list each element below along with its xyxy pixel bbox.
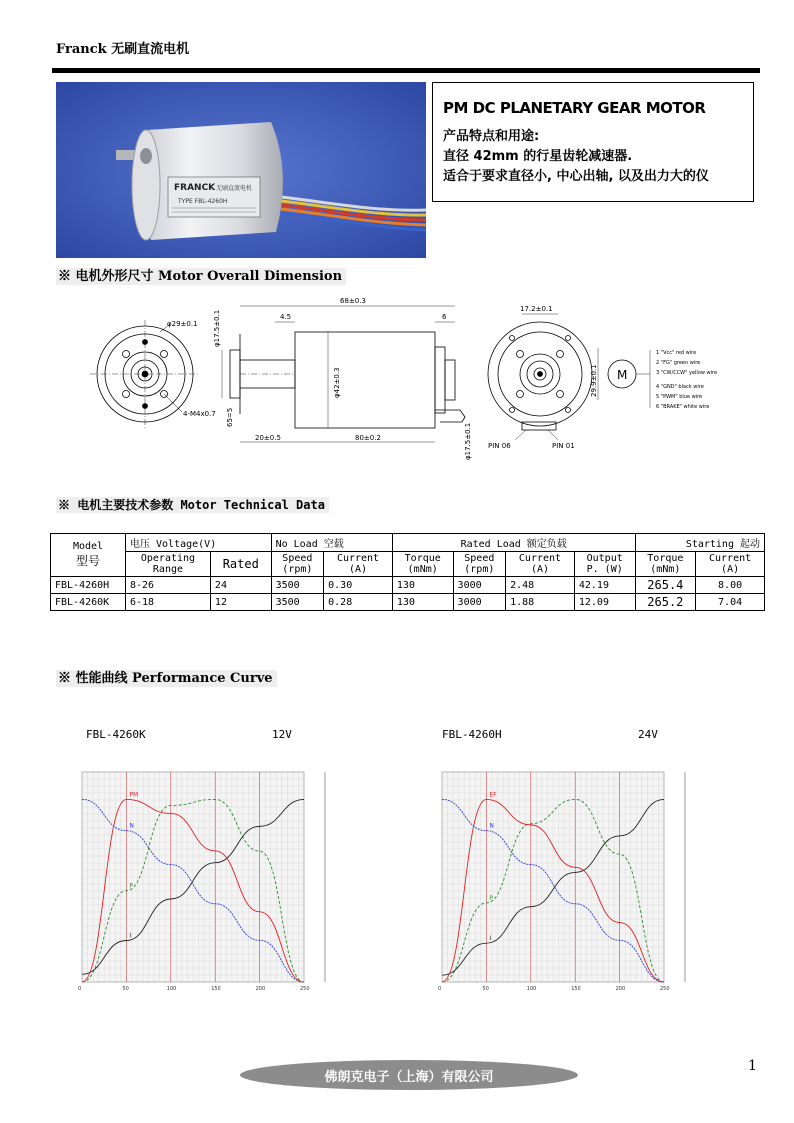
th-nl-speed: Speed (rpm): [271, 552, 324, 577]
dim-phi29: φ29±0.1: [167, 320, 198, 328]
dim-68: 68±0.3: [340, 297, 366, 305]
x-tick-label: 150: [571, 986, 581, 992]
product-line-3: 适合于要求直径小, 中心出轴, 以及出力大的仪: [443, 169, 709, 184]
wire-4: 4 "GND" black wire: [656, 384, 704, 390]
cell: 6-18: [126, 594, 211, 611]
motor-symbol-m: M: [617, 368, 628, 382]
th-noload: No Load 空载: [271, 534, 392, 552]
product-line-1: 产品特点和用途:: [443, 129, 540, 144]
x-tick-label: 50: [122, 986, 129, 992]
cell: 3000: [453, 577, 506, 594]
th-torque: Torque (mNm): [392, 552, 453, 577]
x-tick-label: 0: [78, 986, 82, 992]
dim-17.2: 17.2±0.1: [520, 305, 553, 313]
performance-chart-right: [424, 760, 734, 998]
cell: 8.00: [696, 577, 765, 594]
right-axis: [324, 772, 326, 982]
dim-m4: 4-M4x0.7: [183, 410, 216, 418]
right-curve-model: FBL-4260H: [442, 728, 502, 741]
wire-5: 5 "PWM" blue wire: [656, 394, 703, 400]
cell: 12.09: [574, 594, 635, 611]
series-label-pm: PM: [129, 791, 139, 799]
performance-chart-left: [64, 760, 374, 998]
section-dimension-title: ※ 电机外形尺寸 Motor Overall Dimension: [56, 268, 346, 285]
wire-6: 6 "BRAKE" white wire: [656, 404, 710, 410]
x-tick-label: 200: [255, 986, 266, 992]
page-number: 1: [748, 1058, 757, 1074]
footer-company-banner: 佛朗克电子（上海）有限公司: [240, 1060, 578, 1090]
cell: 0.30: [324, 577, 393, 594]
th-st-current: Current (A): [696, 552, 765, 577]
label-pin06: PIN 06: [488, 442, 511, 450]
table-row: [51, 594, 765, 611]
header-rule: [52, 68, 760, 73]
th-rated: Rated: [210, 552, 271, 577]
dim-65: 65=5: [226, 407, 234, 427]
dim-phi42: φ42±0.3: [333, 367, 341, 398]
left-curve-voltage: 12V: [272, 728, 292, 741]
th-st-torque: Torque (mNm): [635, 552, 696, 577]
x-tick-label: 250: [300, 986, 310, 992]
product-title: PM DC PLANETARY GEAR MOTOR: [443, 99, 706, 117]
label-pin01: PIN 01: [552, 442, 575, 450]
cell: 12: [210, 594, 271, 611]
cell: 0.28: [324, 594, 393, 611]
side-view: [222, 306, 465, 442]
th-model: [51, 534, 126, 577]
series-label-p: P: [489, 894, 494, 902]
wire-3: 3 "CW/CCW" yellow wire: [656, 370, 718, 376]
table-header-row-2: [51, 552, 765, 577]
cell: 2.48: [506, 577, 575, 594]
photo-label-cn: 无刷直流电机: [216, 185, 253, 192]
x-tick-label: 100: [526, 986, 537, 992]
cell: 42.19: [574, 577, 635, 594]
table-header-row-1: [51, 534, 765, 552]
cell: 7.04: [696, 594, 765, 611]
th-nl-current: Current (A): [324, 552, 393, 577]
left-curve-model: FBL-4260K: [86, 728, 146, 741]
section-curve-title: ※ 性能曲线 Performance Curve: [56, 670, 277, 687]
motor-photo-image: [56, 82, 426, 258]
cell: FBL-4260H: [51, 577, 126, 594]
dim-4.5: 4.5: [280, 313, 292, 321]
dim-29.9: 29.9±0.1: [590, 364, 598, 397]
th-rated-load: Rated Load 额定负载: [392, 534, 635, 552]
th-model-cn: 型号: [75, 554, 100, 568]
wire-2: 2 "FG" green wire: [656, 360, 701, 366]
x-tick-label: 50: [482, 986, 489, 992]
cell: 130: [392, 594, 453, 611]
series-label-ef: EF: [489, 791, 497, 799]
cell: 3500: [271, 594, 324, 611]
cell: FBL-4260K: [51, 594, 126, 611]
dim-6: 6: [442, 313, 447, 321]
photo-brand: FRANCK: [174, 183, 216, 193]
dim-phi17-right: φ17.5±0.1: [464, 422, 472, 460]
rear-view: [488, 314, 598, 440]
x-tick-label: 150: [211, 986, 221, 992]
x-tick-label: 100: [166, 986, 177, 992]
x-tick-label: 250: [660, 986, 670, 992]
right-axis: [684, 772, 686, 982]
series-label-n: N: [489, 822, 494, 830]
series-label-p: P: [129, 882, 134, 890]
th-operating-range: Operating Range: [126, 552, 211, 577]
cell: 24: [210, 577, 271, 594]
th-rl-speed: Speed (rpm): [453, 552, 506, 577]
th-starting: Starting 起动: [635, 534, 764, 552]
dim-80: 80±0.2: [355, 434, 381, 442]
x-tick-label: 200: [615, 986, 626, 992]
motor-photo: [56, 82, 426, 258]
series-label-i: I: [489, 935, 492, 943]
th-output: Output P. (W): [574, 552, 635, 577]
document-header: Franck 无刷直流电机: [56, 42, 190, 57]
wire-1: 1 "Vcc" red wire: [656, 350, 697, 356]
dimension-drawing: [90, 292, 730, 462]
wiring-symbol: [608, 350, 650, 408]
dim-phi17-left: φ17.5±0.1: [213, 309, 221, 347]
cell: 3500: [271, 577, 324, 594]
table-row: [51, 577, 765, 594]
technical-data-table: [50, 533, 765, 611]
dim-20: 20±0.5: [255, 434, 281, 442]
cell: 265.2: [635, 594, 696, 611]
cell: 8-26: [126, 577, 211, 594]
product-info-box: [432, 82, 754, 202]
series-label-i: I: [129, 932, 132, 940]
th-rl-current: Current (A): [506, 552, 575, 577]
section-technical-title: ※ 电机主要技术参数 Motor Technical Data: [56, 497, 329, 513]
th-model-en: Model: [72, 541, 104, 552]
product-line-2: 直径 42mm 的行星齿轮减速器.: [443, 149, 633, 164]
x-tick-label: 0: [438, 986, 442, 992]
cell: 3000: [453, 594, 506, 611]
th-voltage: 电压 Voltage(V): [126, 534, 272, 552]
right-curve-voltage: 24V: [638, 728, 658, 741]
cell: 1.88: [506, 594, 575, 611]
series-label-n: N: [129, 822, 134, 830]
cell: 130: [392, 577, 453, 594]
photo-type: TYPE FBL-4260H: [178, 198, 228, 205]
cell: 265.4: [635, 577, 696, 594]
